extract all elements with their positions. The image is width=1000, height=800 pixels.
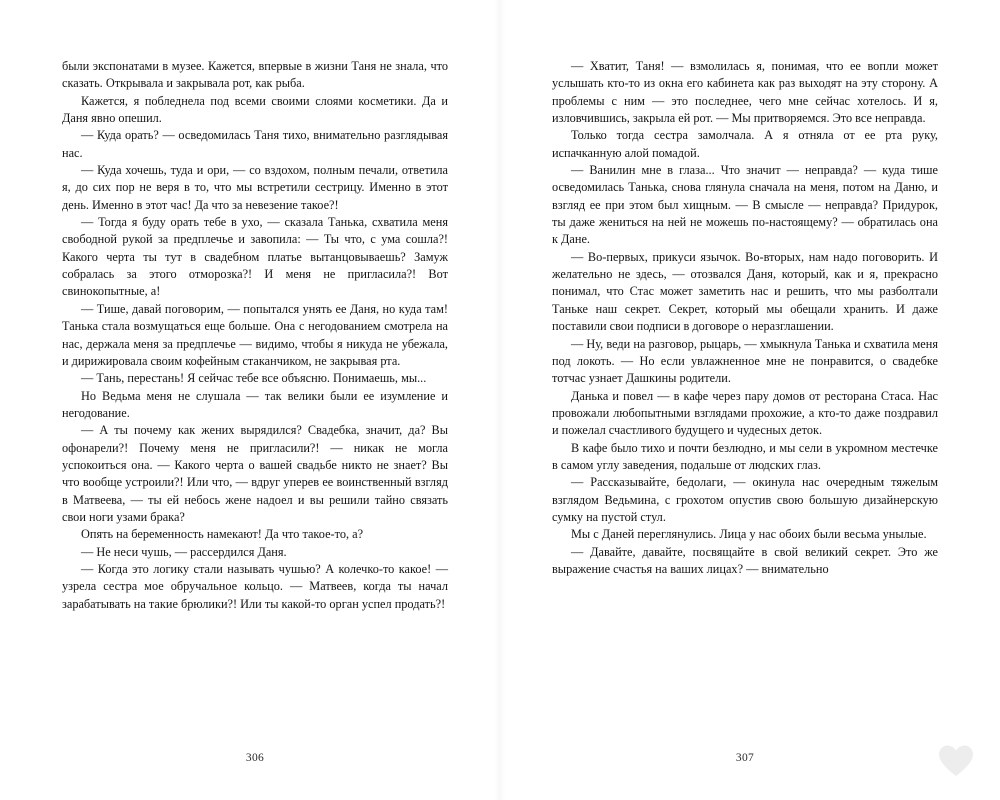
- paragraph: — Тише, давай поговорим, — попытался унять ее Даня, но куда там! Танька стала возмущаться еще больше. Она с негодованием смотрела на нас, держала меня за предплечье — видимо, чтобы я никуда не убежала, и дирижировала своим кофейным стаканчиком, не закрывая рта.: [62, 301, 448, 368]
- paragraph: Мы с Даней переглянулись. Лица у нас обоих были весьма унылые.: [571, 527, 927, 542]
- paragraph: — Рассказывайте, бедолаги, — окинула нас очередным тяжелым взглядом Ведьмина, с грохотом опустив свою большую дизайнерскую сумку на пустой стул.: [552, 475, 938, 524]
- paragraph: — Не неси чушь, — рассердился Даня.: [81, 544, 287, 559]
- paragraph: — Хватит, Таня! — взмолилась я, понимая, что ее вопли может услышать кто-то из окна его кабинета как раз выходят на эту сторону. А проблемы с ним — это последнее, чего мне сейчас хотелось. И я, изловчившись, закрыла ей рот. — Мы притворяемся. Это все неправда.: [552, 59, 938, 126]
- page-number-left: 306: [245, 752, 265, 764]
- page-right-text-body: [552, 58, 938, 578]
- paragraph: Но Ведьма меня не слушала — так велики были ее изумление и негодование.: [62, 388, 448, 420]
- paragraph: — Тань, перестань! Я сейчас тебе все объясню. Понимаешь, мы...: [81, 371, 427, 386]
- paragraph: Опять на беременность намекают! Да что такое-то, а?: [81, 527, 364, 542]
- paragraph: Только тогда сестра замолчала. А я отняла от ее рта руку, испачканную алой помадой.: [552, 128, 938, 160]
- paragraph: — Когда это логику стали называть чушью? А колечко-то какое! — узрела сестра мое обручальное кольцо. — Матвеев, когда ты начал зарабатывать на такие брюлики?! Или ты какой-то орган успел продать?!: [62, 561, 448, 611]
- paragraph: — А ты почему как жених вырядился? Свадебка, значит, да? Вы офонарели?! Почему меня не пригласили?! — никак не могла успокоиться она. — Какого черта о вашей свадьбе никто не знает? Вы что вообще устроили?! Или что, — вдруг уперев ее воинственный взгляд в Матвеева, — ты ей небось жене надоел и вы решили тайно связать свои ноги узами брака?: [62, 423, 448, 524]
- paragraph: Кажется, я побледнела под всеми своими слоями косметики. Да и Даня явно опешил.: [62, 93, 448, 126]
- page-number-right: 307: [735, 752, 755, 764]
- paragraph: — Давайте, давайте, посвящайте в свой великий секрет. Это же выражение счастья на ваших лицах? — внимательно: [552, 544, 938, 576]
- paragraph: Данька и повел — в кафе через пару домов от ресторана Стаса. Нас провожали любопытными взглядами прохожие, а кто-то даже поздравил и пожелал счастливого будущего и чудесных деток.: [552, 388, 938, 438]
- paragraph: — Ванилин мне в глаза... Что значит — неправда? — куда тише осведомилась Танька, снова глянула сначала на меня, потом на Даню, и взгляд ее при этом был хищным. — В смысле — неправда? Придурок, ты даже жениться на ней не можешь по-настоящему? — обратилась она к Дане.: [552, 163, 938, 247]
- paragraph: — Тогда я буду орать тебе в ухо, — сказала Танька, схватила меня свободной рукой за предплечье и завопила: — Ты что, с ума сошла?! Какого черта ты тут в свадебном платье вытанцовываешь? Замуж собралась за этого отморозка?! И меня не пригласила?! Вот свинокопытные, а!: [62, 215, 448, 299]
- paragraph: были экспонатами в музее. Кажется, впервые в жизни Таня не знала, что сказать. Открывала и закрывала рот, как рыба.: [62, 59, 448, 91]
- paragraph: В кафе было тихо и почти безлюдно, и мы сели в укромном местечке в самом углу заведения, подальше от людских глаз.: [552, 440, 938, 472]
- paragraph: — Во-первых, прикуси язычок. Во-вторых, нам надо поговорить. И желательно не здесь, — отозвался Даня, который, как и я, прекрасно понимал, что Стас может заметить нас и решить, что мы разболтали Таньке наш секрет. Секрет, который мы обещали хранить. И даже поставили свои подписи в договоре о неразглашении.: [552, 249, 938, 334]
- paragraph: — Куда орать? — осведомилась Таня тихо, внимательно разглядывая нас.: [62, 128, 448, 160]
- paragraph: — Куда хочешь, туда и ори, — со вздохом, полным печали, ответила я, до сих пор не веря в то, что мы встретили сестрицу. Именно в этот день. Именно в этот час! Да что за невезение такое?!: [62, 163, 448, 212]
- page-left-text-body: [62, 58, 448, 613]
- paragraph: — Ну, веди на разговор, рыцарь, — хмыкнула Танька и схватила меня под локоть. — Но если увлажненное мне не понравится, о свадебке тотчас узнает Дашкины родители.: [552, 336, 938, 386]
- heart-icon: [938, 744, 974, 778]
- page-right: [500, 0, 1000, 800]
